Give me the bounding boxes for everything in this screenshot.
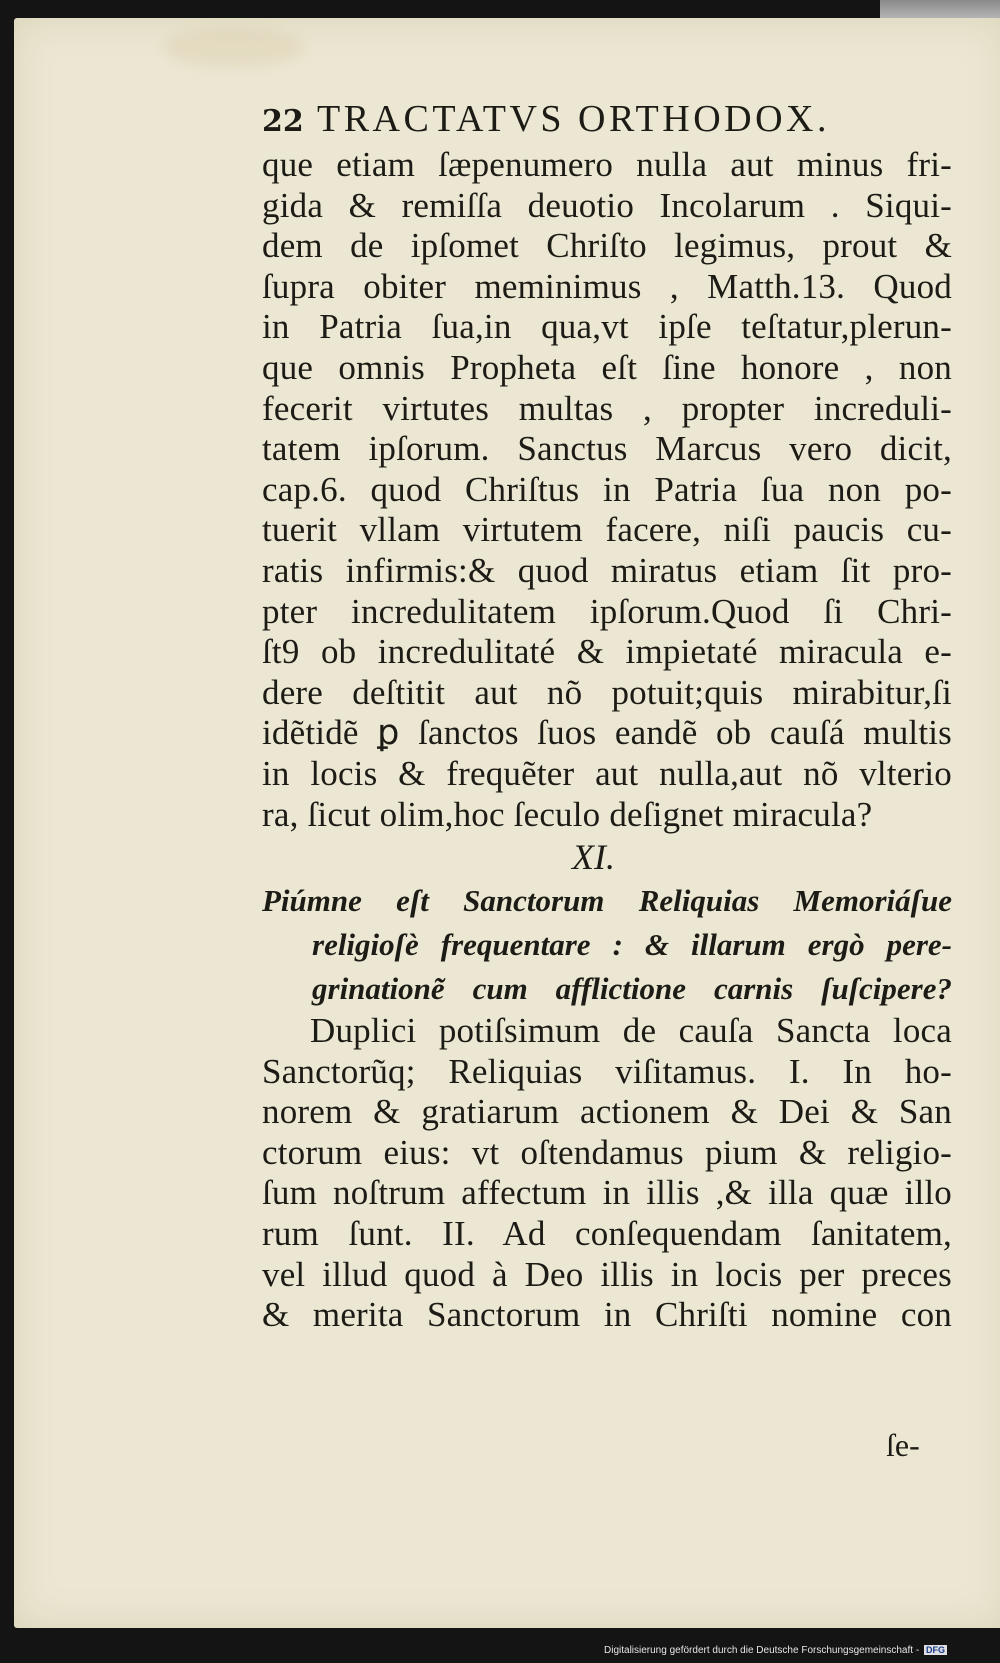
text-line: dem de ipſomet Chriſto legimus, prout & — [262, 226, 952, 266]
question-line: Piúmne eſt Sanctorum Reliquias Memoriáſue — [262, 883, 952, 919]
text-line: tatem ipſorum. Sanctus Marcus vero dicit, — [262, 429, 952, 469]
catchword: ſe- — [886, 1427, 920, 1463]
text-line: vel illud quod à Deo illis in locis per preces — [262, 1254, 952, 1294]
section-question — [262, 879, 952, 1011]
text-line: Sanctorũq; Reliquias viſitamus. I. In ho- — [262, 1051, 952, 1091]
text-line: Duplici potiſsimum de cauſa Sancta loca — [310, 1011, 952, 1051]
text-line: ctorum eius: vt oſtendamus pium & religio- — [262, 1132, 952, 1172]
text-line: ra, ſicut olim,hoc ſeculo deſignet miracula? — [262, 794, 873, 834]
text-line: pter incredulitatem ipſorum.Quod ſi Chri- — [262, 591, 952, 631]
text-line: norem & gratiarum actionem & Dei & San — [262, 1092, 952, 1132]
text-line: ſum noſtrum affectum in illis ,& illa quæ illo — [262, 1173, 952, 1213]
dfg-logo: DFG — [925, 1645, 945, 1655]
text-line: ſupra obiter meminimus , Matth.13. Quod — [262, 266, 952, 306]
section-number: XI. — [572, 837, 615, 878]
question-line: grinationẽ cum afflictione carnis ſuſcipere? — [312, 971, 952, 1007]
running-head: TRACTATVS ORTHODOX. — [317, 98, 830, 140]
text-line: cap.6. quod Chriſtus in Patria ſua non po- — [262, 469, 952, 509]
body-text-bottom — [262, 1011, 952, 1336]
text-line: rum ſunt. II. Ad conſequendam ſanitatem, — [262, 1214, 952, 1254]
text-line: gida & remiſſa deuotio Incolarum . Siqui- — [262, 185, 952, 225]
page-text — [262, 97, 952, 1336]
text-line: idẽtidẽ ꝑ ſanctos ſuos eandẽ ob cauſá multis — [262, 713, 952, 753]
page-header — [262, 97, 952, 145]
text-line: in locis & frequẽter aut nulla,aut nõ vlterio — [262, 753, 952, 793]
text-line: fecerit virtutes multas , propter increduli- — [262, 388, 952, 428]
text-line: tuerit vllam virtutem facere, niſi paucis cu- — [262, 510, 952, 550]
question-line: religioſè frequentare : & illarum ergò pere- — [312, 927, 952, 963]
body-text-top — [262, 145, 952, 835]
funder-credit-text: Digitalisierung gefördert durch die Deutsche Forschungsgemeinschaft - — [604, 1645, 920, 1656]
text-line: ſt9 ob incredulitaté & impietaté miracula e- — [262, 632, 952, 672]
text-line: ratis infirmis:& quod miratus etiam ſit pro- — [262, 550, 952, 590]
text-line: que etiam ſæpenumero nulla aut minus fri- — [262, 145, 952, 184]
page-number: 22 — [262, 104, 304, 139]
text-line: & merita Sanctorum in Chriſti nomine con — [262, 1295, 952, 1335]
text-line: in Patria ſua,in qua,vt ipſe teſtatur,plerun- — [262, 307, 952, 347]
text-line: que omnis Propheta eſt ſine honore , non — [262, 347, 952, 387]
text-line: dere deſtitit aut nõ potuit;quis mirabitur,ſi — [262, 672, 952, 712]
funder-credit — [604, 1645, 947, 1656]
